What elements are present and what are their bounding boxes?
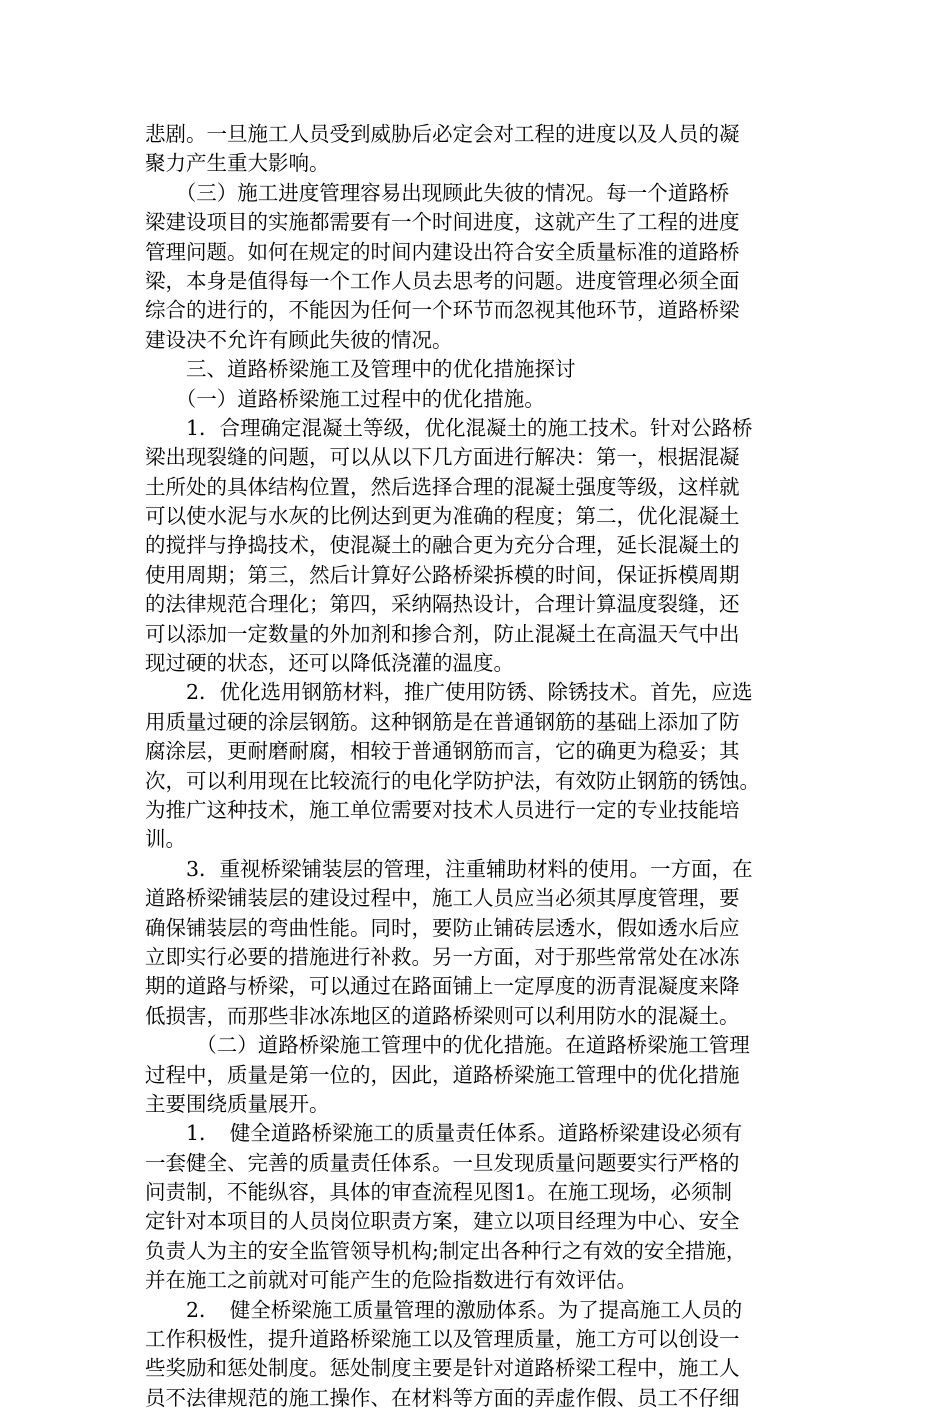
text-line: 工作积极性，提升道路桥梁施工以及管理质量，施工方可以创设一 (145, 1327, 740, 1352)
text-line: 2． 健全桥梁施工质量管理的激励体系。为了提高施工人员的 (145, 1297, 743, 1322)
text-line: 悲剧。一旦施工人员受到威胁后必定会对工程的进度以及人员的凝 (145, 122, 740, 146)
text-line: 为推广这种技术，施工单位需要对技术人员进行一定的专业技能培 (145, 797, 740, 822)
text-line: 可以使水泥与水灰的比例达到更为准确的程度；第二，优化混凝土 (145, 504, 740, 529)
text-line: 期的道路与桥梁，可以通过在路面铺上一定厚度的沥青混凝度来降 (145, 974, 740, 999)
text-line: 腐涂层，更耐磨耐腐，相较于普通钢筋而言，它的确更为稳妥；其 (145, 739, 740, 764)
document-page (145, 120, 805, 1413)
text-line: 次，可以利用现在比较流行的电化学防护法，有效防止钢筋的锈蚀。 (145, 768, 760, 793)
text-line: 道路桥梁铺装层的建设过程中，施工人员应当必须其厚度管理，要 (145, 886, 740, 911)
text-line: 1． 健全道路桥梁施工的质量责任体系。道路桥梁建设必须有 (145, 1121, 743, 1146)
text-line: 些奖励和惩处制度。惩处制度主要是针对道路桥梁工程中，施工人 (145, 1356, 740, 1381)
text-line: 过程中，质量是第一位的，因此，道路桥梁施工管理中的优化措施 (145, 1062, 740, 1087)
text-line: 梁出现裂缝的问题，可以从以下几方面进行解决：第一，根据混凝 (145, 445, 740, 470)
text-line: 1．合理确定混凝土等级，优化混凝土的施工技术。针对公路桥 (145, 415, 753, 440)
text-line: 一套健全、完善的质量责任体系。一旦发现质量问题要实行严格的 (145, 1150, 740, 1175)
text-line: （三）施工进度管理容易出现顾此失彼的情况。每一个道路桥 (145, 180, 730, 205)
text-line: 梁建设项目的实施都需要有一个时间进度，这就产生了工程的进度 (145, 210, 740, 235)
text-line: 管理问题。如何在规定的时间内建设出符合安全质量标准的道路桥 (145, 239, 740, 264)
text-line: 梁，本身是值得每一个工作人员去思考的问题。进度管理必须全面 (145, 268, 740, 293)
text-line: 使用周期；第三，然后计算好公路桥梁拆模的时间，保证拆模周期 (145, 562, 740, 587)
text-line: 并在施工之前就对可能产生的危险指数进行有效评估。 (145, 1268, 637, 1293)
text-line: 负责人为主的安全监管领导机构;制定出各种行之有效的安全措施， (145, 1238, 747, 1263)
text-line: 现过硬的状态，还可以降低浇灌的温度。 (145, 651, 514, 676)
text-line: 聚力产生重大影响。 (145, 151, 330, 176)
text-line: 的法律规范合理化；第四，采纳隔热设计，合理计算温度裂缝，还 (145, 592, 740, 617)
text-line: 可以添加一定数量的外加剂和掺合剂，防止混凝土在高温天气中出 (145, 621, 740, 646)
text-line: 建设决不允许有顾此失彼的情况。 (145, 327, 453, 352)
text-line: 综合的进行的，不能因为任何一个环节而忽视其他环节，道路桥梁 (145, 298, 740, 323)
text-line: 低损害，而那些非冰冻地区的道路桥梁则可以利用防水的混凝土。 (145, 1003, 740, 1028)
text-line: 土所处的具体结构位置，然后选择合理的混凝土强度等级，这样就 (145, 474, 740, 499)
text-line: 问责制，不能纵容，具体的审查流程见图1。在施工现场，必须制 (145, 1180, 733, 1205)
text-line: 员不法律规范的施工操作、在材料等方面的弄虚作假、员工不仔细 (145, 1385, 740, 1410)
text-line: 用质量过硬的涂层钢筋。这种钢筋是在普通钢筋的基础上添加了防 (145, 709, 740, 734)
text-line: 主要围绕质量展开。 (145, 1091, 330, 1116)
text-line: 定针对本项目的人员岗位职责方案，建立以项目经理为中心、安全 (145, 1209, 740, 1234)
text-line: （二）道路桥梁施工管理中的优化措施。在道路桥梁施工管理 (145, 1033, 750, 1058)
text-line: 3．重视桥梁铺装层的管理，注重辅助材料的使用。一方面，在 (145, 856, 753, 881)
text-line: 2．优化选用钢筋材料，推广使用防锈、除锈技术。首先，应选 (145, 680, 753, 705)
text-line: 三、道路桥梁施工及管理中的优化措施探讨 (145, 357, 576, 382)
text-line: 的搅拌与挣捣技术，使混凝土的融合更为充分合理，延长混凝土的 (145, 533, 740, 558)
text-line: 确保铺装层的弯曲性能。同时，要防止铺砖层透水，假如透水后应 (145, 915, 740, 940)
text-line: 立即实行必要的措施进行补救。另一方面，对于那些常常处在冰冻 (145, 944, 740, 969)
text-line: （一）道路桥梁施工过程中的优化措施。 (145, 386, 545, 411)
text-line: 训。 (145, 827, 186, 852)
